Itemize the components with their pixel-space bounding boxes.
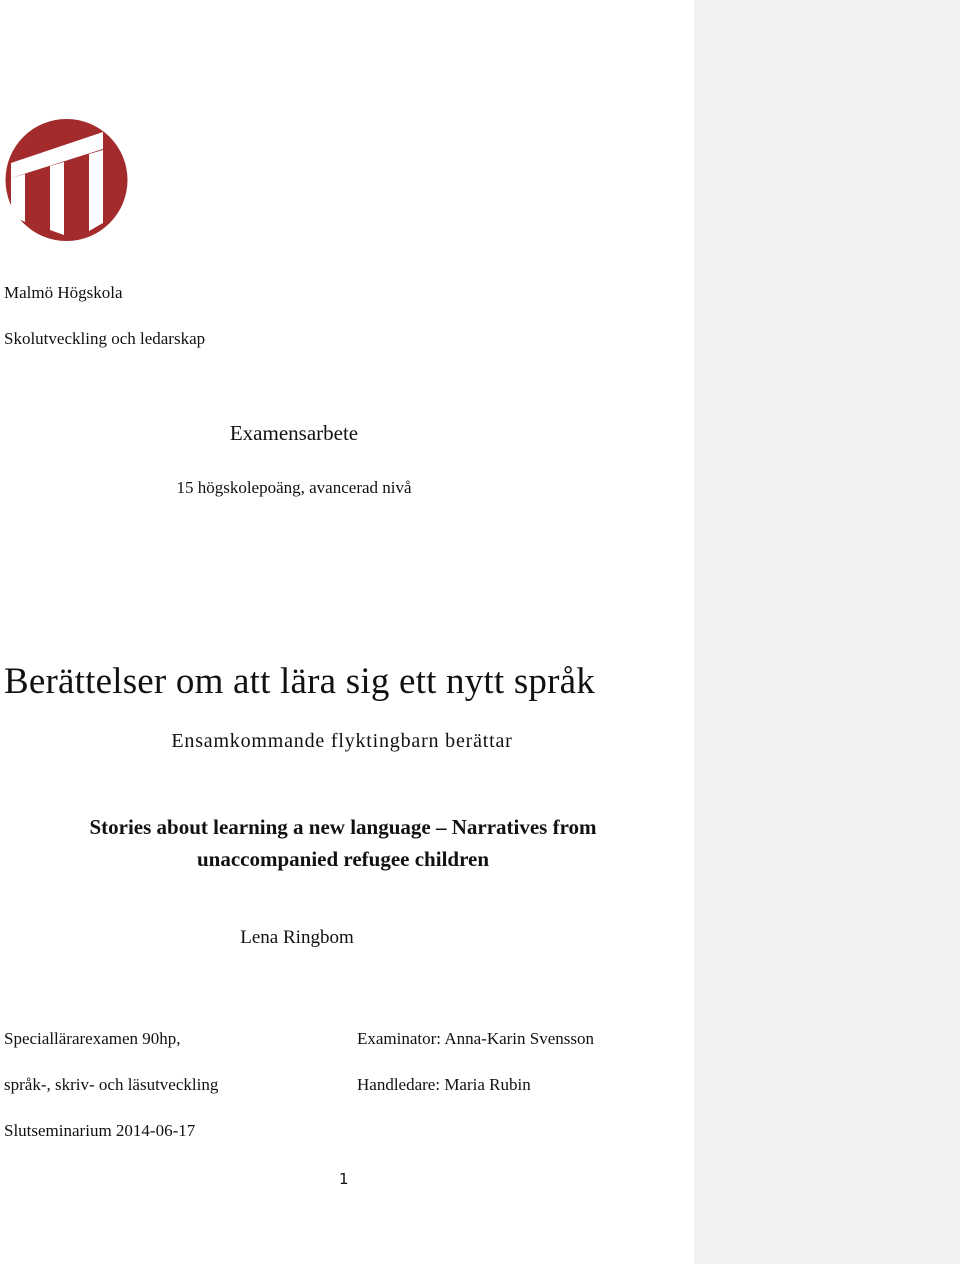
university-logo-icon bbox=[3, 119, 130, 241]
seminar-date: Slutseminarium 2014-06-17 bbox=[4, 1121, 196, 1140]
institution-name: Malmö Högskola bbox=[4, 283, 123, 302]
specialization-label: språk-, skriv- och läsutveckling bbox=[4, 1075, 219, 1094]
english-title-line-1: Stories about learning a new language – Narratives from bbox=[89, 815, 597, 839]
main-title: Berättelser om att lära sig ett nytt språk bbox=[4, 661, 595, 702]
side-panel bbox=[694, 0, 960, 1264]
english-title bbox=[0, 811, 686, 875]
page-number: 1 bbox=[339, 1170, 349, 1188]
english-title-line-2: unaccompanied refugee children bbox=[196, 847, 490, 871]
degree-label: Speciallärarexamen 90hp, bbox=[4, 1029, 181, 1048]
supervisor-name: Handledare: Maria Rubin bbox=[357, 1075, 531, 1094]
examiner-name: Examinator: Anna-Karin Svensson bbox=[357, 1029, 595, 1048]
author-name: Lena Ringbom bbox=[240, 927, 354, 948]
subtitle: Ensamkommande flyktingbarn berättar bbox=[171, 730, 513, 752]
program-name: Skolutveckling och ledarskap bbox=[4, 329, 206, 348]
thesis-type: Examensarbete bbox=[229, 421, 359, 445]
credits-level: 15 högskolepoäng, avancerad nivå bbox=[176, 478, 412, 497]
